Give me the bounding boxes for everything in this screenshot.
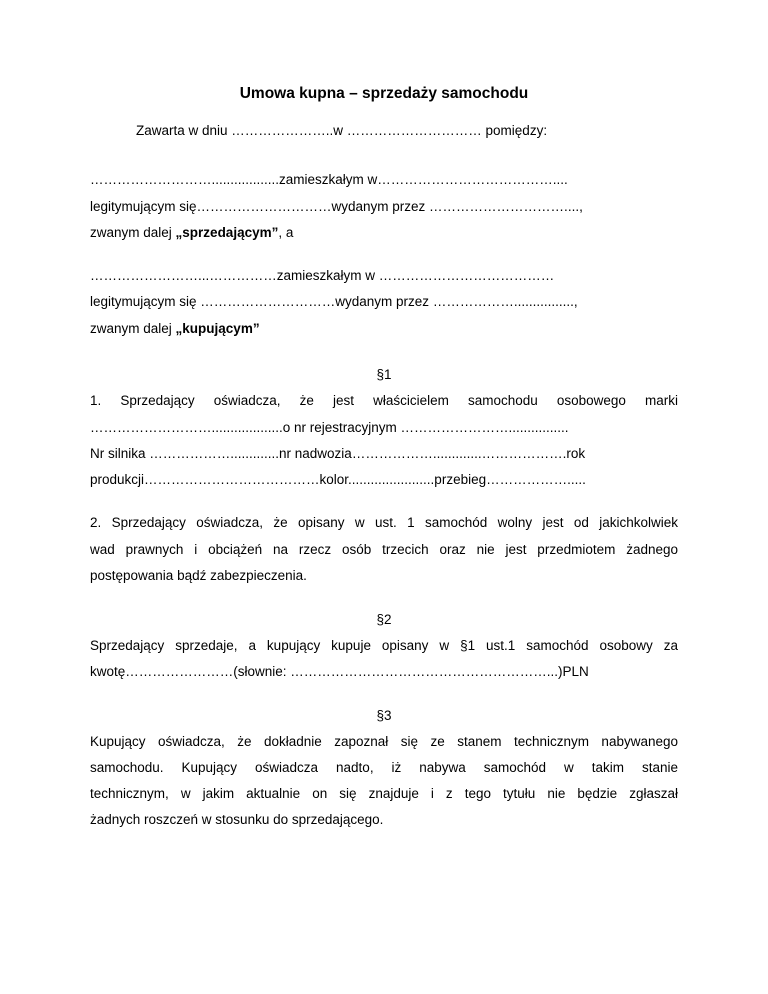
buyer-role-label: „kupującym” bbox=[175, 321, 260, 336]
seller-role-label: „sprzedającym” bbox=[175, 225, 279, 240]
section-1-paragraph-1-line-4: produkcji…………………………………kolor.......................przebieg………………..... bbox=[90, 472, 586, 487]
buyer-name-address-line: ……………………...……………zamieszkałym w ………………………………… bbox=[90, 268, 555, 283]
document-title: Umowa kupna – sprzedaży samochodu bbox=[239, 85, 529, 102]
buyer-role-line bbox=[90, 321, 678, 337]
section-2-heading: §2 bbox=[376, 612, 392, 627]
section-2-line-1: Sprzedający sprzedaje, a kupujący kupuje opisany w §1 ust.1 samochód osobowy za bbox=[90, 638, 678, 653]
section-1-paragraph-1-line-3: Nr silnika ……………….............nr nadwozia……………….............……………….rok bbox=[90, 446, 586, 461]
seller-name-address-line: ………………………..................zamieszkałym w………………………………….... bbox=[90, 172, 568, 187]
intro-line: Zawarta w dniu …………………..w ………………………… pomiędzy: bbox=[136, 123, 548, 138]
buyer-id-line: legitymującym się …………………………wydanym przez ………………................, bbox=[90, 294, 578, 309]
seller-id-line: legitymującym się…………………………wydanym przez …………………………...., bbox=[90, 199, 583, 214]
section-3-heading: §3 bbox=[376, 708, 392, 723]
section-1-paragraph-2-line-1: 2. Sprzedający oświadcza, że opisany w ust. 1 samochód wolny jest od jakichkolwiek bbox=[90, 515, 678, 530]
section-1-paragraph-2-line-2: wad prawnych i obciążeń na rzecz osób trzecich oraz nie jest przedmiotem żadnego bbox=[90, 542, 678, 557]
buyer-role-prefix: zwanym dalej bbox=[90, 321, 176, 336]
section-3-line-1: Kupujący oświadcza, że dokładnie zapoznał się ze stanem technicznym nabywanego bbox=[90, 734, 678, 749]
seller-role-line bbox=[90, 225, 678, 241]
section-2-line-2: kwotę……………………(słownie: …………………………………………………...)PLN bbox=[90, 664, 589, 679]
seller-role-suffix: , a bbox=[278, 225, 294, 240]
section-1-paragraph-1-line-2: ………………………...................o nr rejestracyjnym ……………………................ bbox=[90, 420, 569, 435]
section-1-paragraph-2-line-3: postępowania bądź zabezpieczenia. bbox=[90, 568, 307, 583]
seller-role-prefix: zwanym dalej bbox=[90, 225, 176, 240]
section-3-line-4: żadnych roszczeń w stosunku do sprzedającego. bbox=[90, 812, 384, 827]
section-3-line-2: samochodu. Kupujący oświadcza nadto, iż nabywa samochód w takim stanie bbox=[90, 760, 678, 775]
section-1-paragraph-1-line-1: 1. Sprzedający oświadcza, że jest właścicielem samochodu osobowego marki bbox=[90, 393, 678, 408]
section-1-heading: §1 bbox=[376, 367, 392, 382]
section-3-line-3: technicznym, w jakim aktualnie on się znajduje i z tego tytułu nie będzie zgłaszał bbox=[90, 786, 678, 801]
